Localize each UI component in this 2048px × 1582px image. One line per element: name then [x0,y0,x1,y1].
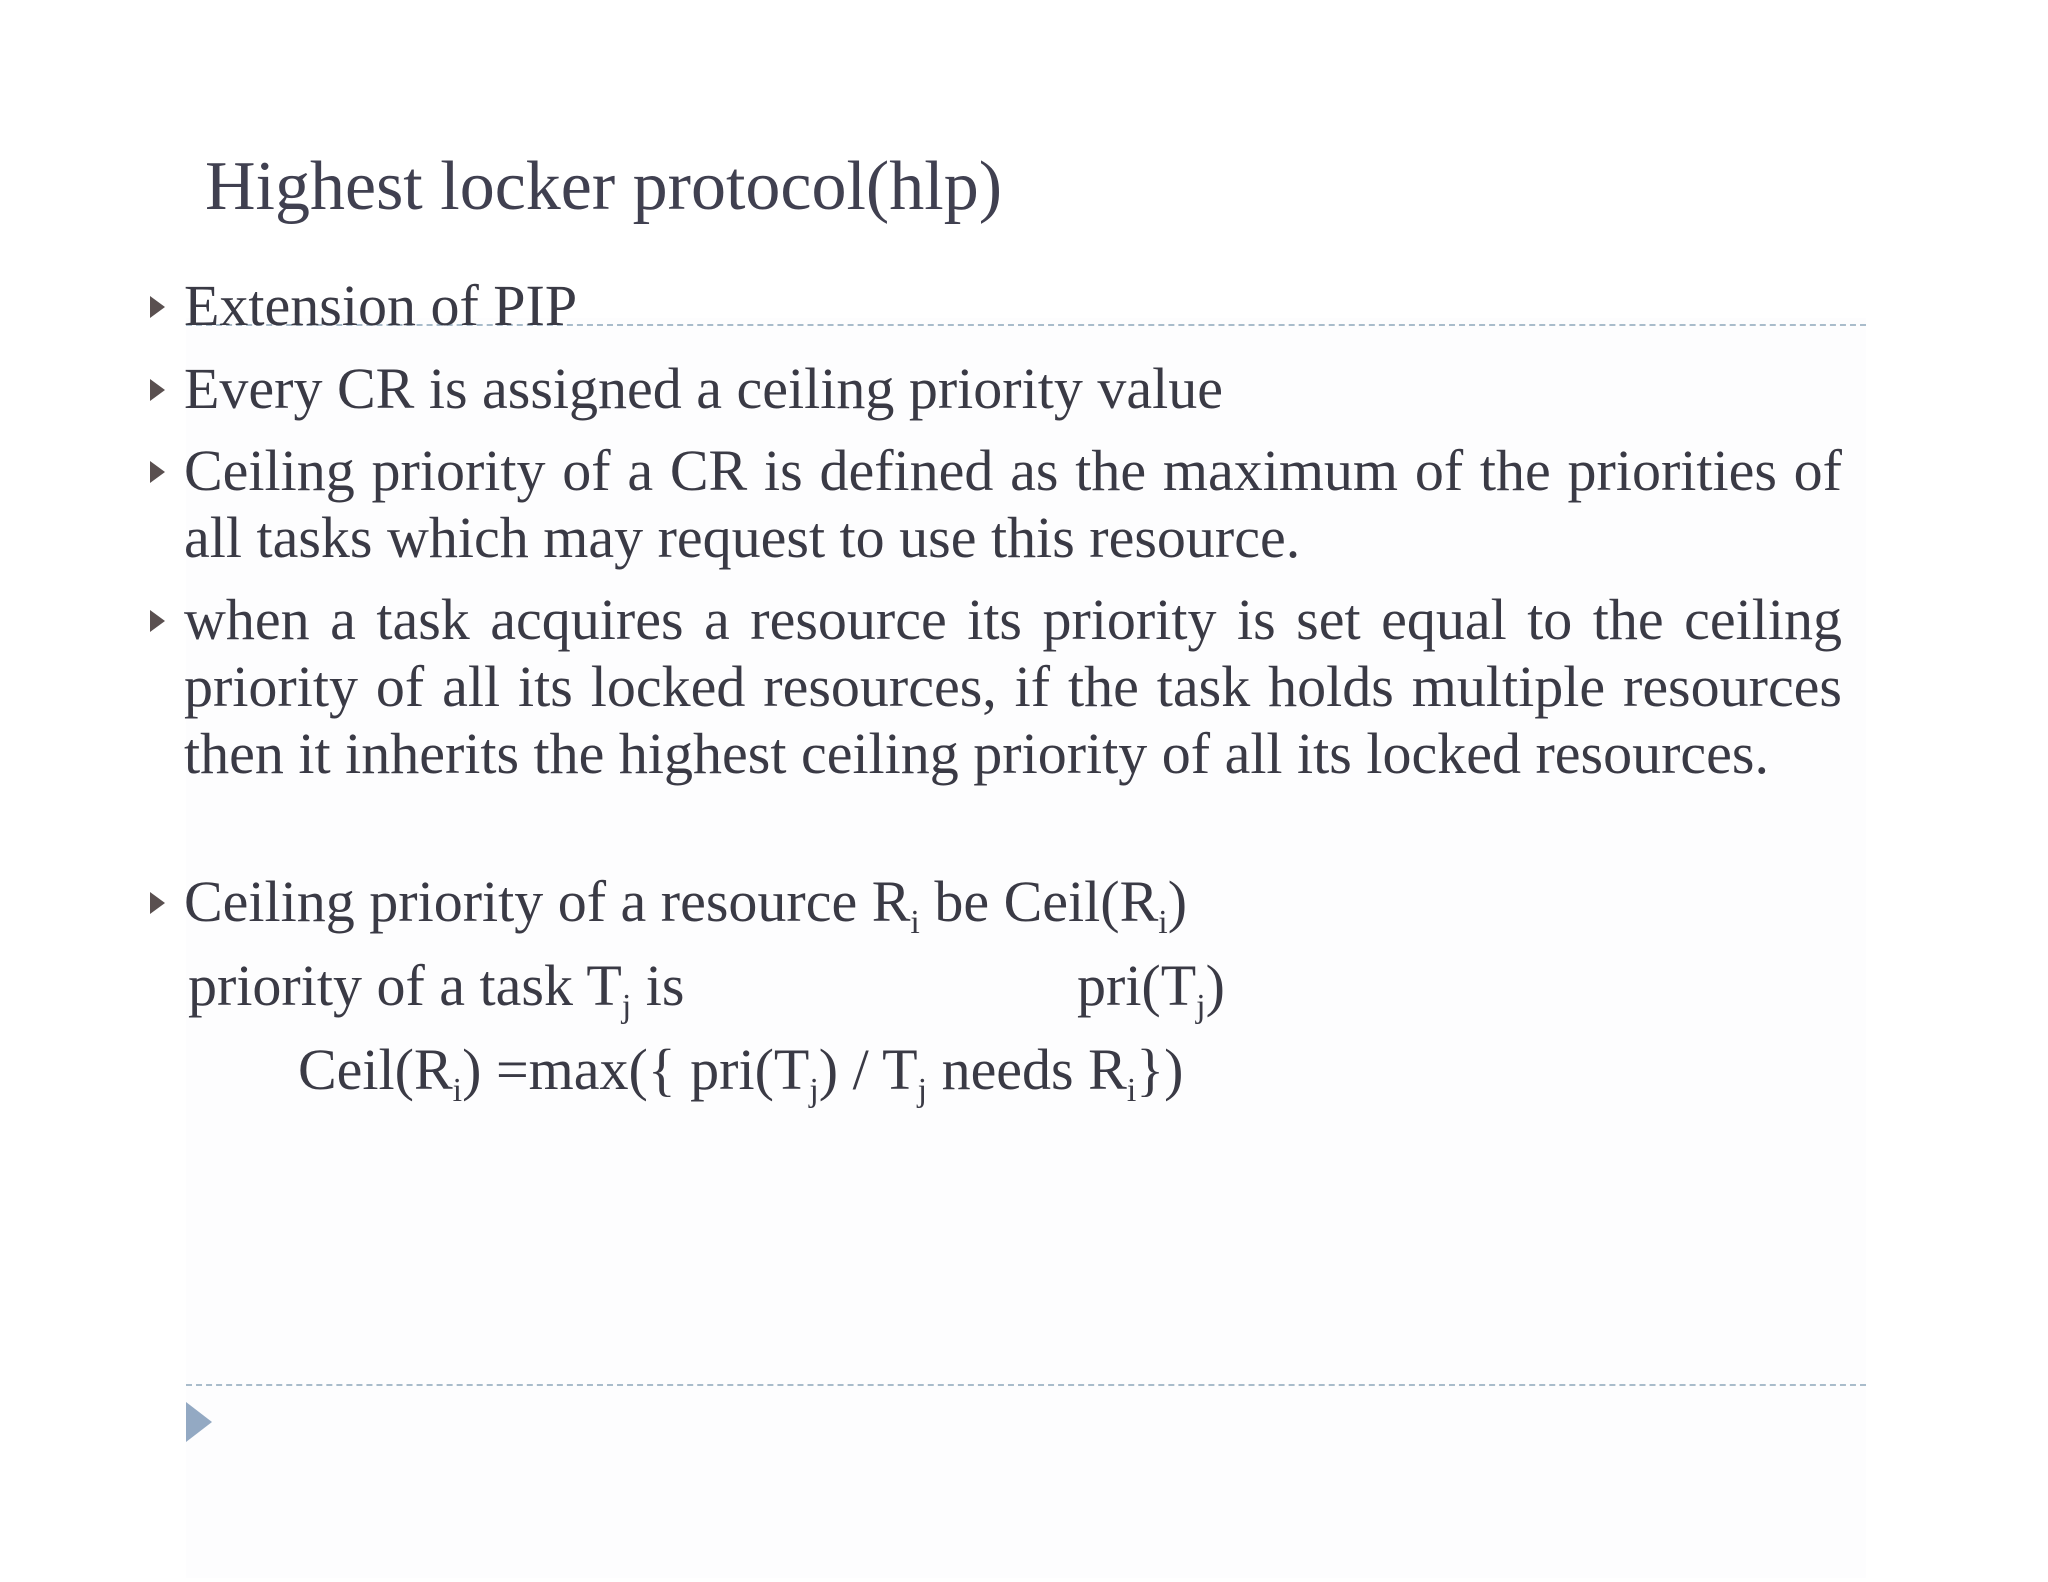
task-priority-definition [188,952,685,1025]
bottom-dashed-divider [186,1384,1866,1386]
bullet-item [184,272,1844,339]
bullet-text: when a task acquires a resource its priority is set equal to the ceiling priority of all its locked resources, if the task holds multiple resources then it inherits the highest ceiling priority of all its locked resources. [184,587,1842,786]
task-priority-expression [1077,952,1225,1025]
subscript: j [809,1072,819,1109]
text-segment: ) [1205,953,1225,1018]
text-segment: ) =max({ pri(T [462,1037,810,1102]
subscript: i [1158,904,1168,941]
subscript: j [1196,988,1206,1025]
subscript: i [452,1072,463,1109]
text-segment: }) [1136,1037,1184,1102]
right-triangle-icon [150,296,165,318]
bullet-item [184,437,1842,571]
text-segment: Ceiling priority of a resource R [184,869,911,934]
right-triangle-icon [150,610,165,632]
bullet-item [184,868,1844,941]
bullet-text: Extension of PIP [184,273,578,338]
text-segment: priority of a task T [188,953,622,1018]
right-triangle-icon [150,379,165,401]
subscript: i [1126,1072,1137,1109]
slide-title: Highest locker protocol(hlp) [205,148,1003,225]
bullet-text [184,868,1844,941]
right-triangle-icon [150,461,165,483]
text-segment: needs R [927,1037,1127,1102]
bullet-item [184,586,1842,787]
bullet-text: Every CR is assigned a ceiling priority value [184,356,1223,421]
text-segment: Ceil(R [298,1037,453,1102]
subscript: j [621,988,632,1025]
bullet-text: Ceiling priority of a CR is defined as the maximum of the priorities of all tasks which may request to use this resource. [184,438,1842,570]
subscript: i [910,904,920,941]
text-segment: ) [1167,869,1188,934]
text-segment: be Ceil(R [919,869,1159,934]
right-triangle-icon [150,892,165,914]
bullet-item [184,355,1844,422]
ceiling-formula [298,1036,1184,1109]
subscript: j [917,1072,928,1109]
text-segment: pri(T [1077,953,1197,1018]
text-segment: ) / T [818,1037,918,1102]
text-segment: is [631,953,685,1018]
footer-triangle-icon [186,1402,212,1442]
